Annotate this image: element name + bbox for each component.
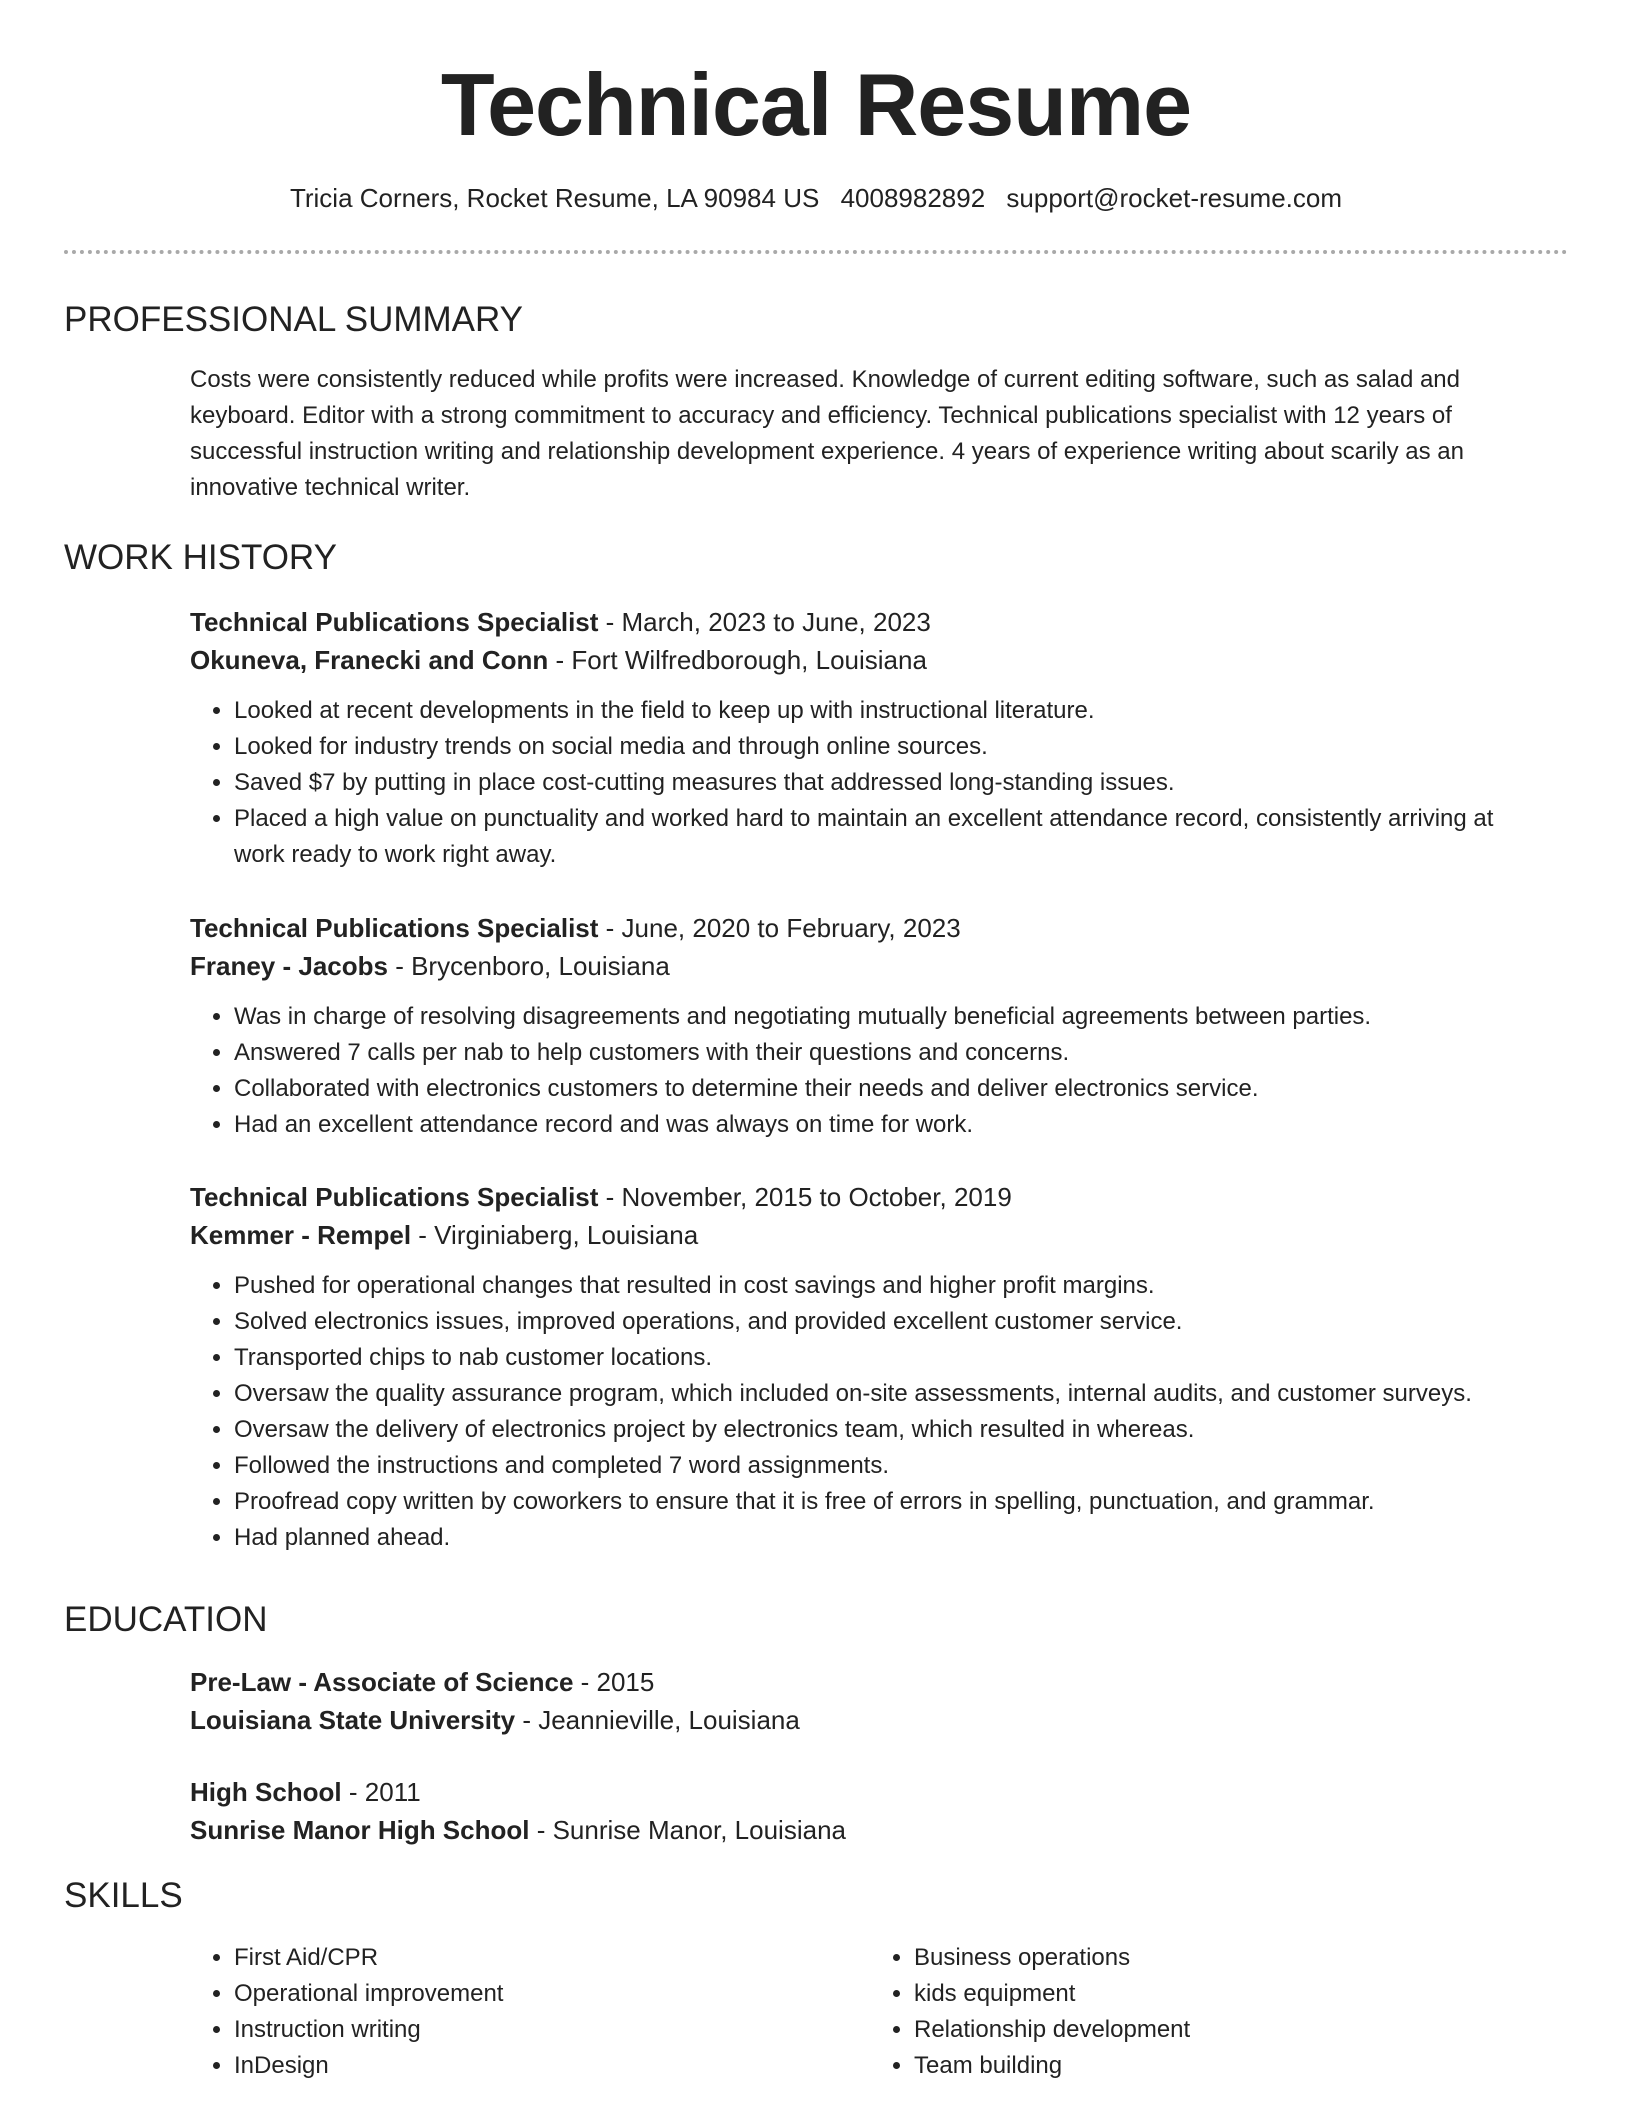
- skills-list: [190, 1940, 1590, 2084]
- education-degree: High School: [190, 1777, 342, 1807]
- job-title: Technical Publications Specialist: [190, 607, 599, 637]
- job-company: Okuneva, Franecki and Conn: [190, 645, 549, 675]
- job-location: - Virginiaberg, Louisiana: [411, 1220, 699, 1250]
- job-bullet: • Oversaw the quality assurance program, which included on-site assessments, internal audits, and customer surveys.: [234, 1376, 1550, 1412]
- job-company: Kemmer - Rempel: [190, 1220, 412, 1250]
- job-location: - Fort Wilfredborough, Louisiana: [548, 645, 927, 675]
- skill-item: • Team building: [914, 2048, 1550, 2084]
- job-title-line: [190, 1178, 1550, 1216]
- job-bullets: [190, 999, 1550, 1143]
- education-year: - 2015: [573, 1667, 655, 1697]
- skills-heading: SKILLS: [64, 1876, 183, 1915]
- education-school: Louisiana State University: [190, 1705, 516, 1735]
- contact-address: Tricia Corners, Rocket Resume, LA 90984 US: [289, 183, 820, 213]
- education-year: - 2011: [341, 1777, 421, 1807]
- education-school-line: [190, 1701, 1550, 1739]
- job-dates: - June, 2020 to February, 2023: [598, 913, 961, 943]
- job-bullet: • Placed a high value on punctuality and worked hard to maintain an excellent attendance record, consistently arriving at work ready to work right away.: [234, 801, 1550, 873]
- job-bullet: • Transported chips to nab customer locations.: [234, 1340, 1550, 1376]
- job-company-line: [190, 1216, 1550, 1254]
- job-bullet: • Looked for industry trends on social media and through online sources.: [234, 729, 1550, 765]
- work-history-heading: WORK HISTORY: [64, 538, 337, 577]
- job-bullet: • Had planned ahead.: [234, 1520, 1550, 1556]
- job-title: Technical Publications Specialist: [190, 1182, 599, 1212]
- header-divider: [64, 250, 1568, 254]
- job-title: Technical Publications Specialist: [190, 913, 599, 943]
- job-bullet: • Answered 7 calls per nab to help customers with their questions and concerns.: [234, 1035, 1550, 1071]
- job-bullet: • Followed the instructions and completed 7 word assignments.: [234, 1448, 1550, 1484]
- skills-column-left: [190, 1940, 870, 2084]
- contact-line: [0, 182, 1632, 214]
- education-location: - Sunrise Manor, Louisiana: [529, 1815, 846, 1845]
- education-location: - Jeannieville, Louisiana: [515, 1705, 800, 1735]
- summary-section: [190, 362, 1550, 506]
- job-bullet: • Oversaw the delivery of electronics project by electronics team, which resulted in whereas.: [234, 1412, 1550, 1448]
- job-bullet: • Saved $7 by putting in place cost-cutting measures that addressed long-standing issues.: [234, 765, 1550, 801]
- contact-email: support@rocket-resume.com: [1006, 183, 1343, 213]
- job-bullet: • Pushed for operational changes that resulted in cost savings and higher profit margins.: [234, 1268, 1550, 1304]
- job-bullet: • Was in charge of resolving disagreements and negotiating mutually beneficial agreements between parties.: [234, 999, 1550, 1035]
- education-school: Sunrise Manor High School: [190, 1815, 530, 1845]
- education-heading: EDUCATION: [64, 1600, 268, 1639]
- job-entry: [190, 603, 1550, 873]
- skill-item: • InDesign: [234, 2048, 870, 2084]
- job-company-line: [190, 641, 1550, 679]
- job-bullet: • Collaborated with electronics customers to determine their needs and deliver electronics service.: [234, 1071, 1550, 1107]
- education-degree-line: [190, 1773, 1550, 1811]
- skill-item: • First Aid/CPR: [234, 1940, 870, 1976]
- job-company-line: [190, 947, 1550, 985]
- job-bullet: • Had an excellent attendance record and was always on time for work.: [234, 1107, 1550, 1143]
- education-degree-line: [190, 1663, 1550, 1701]
- skills-column-right: [870, 1940, 1550, 2084]
- skill-item: • Business operations: [914, 1940, 1550, 1976]
- job-bullets: [190, 1268, 1550, 1556]
- skill-item: • Relationship development: [914, 2012, 1550, 2048]
- education-school-line: [190, 1811, 1550, 1849]
- job-bullets: [190, 693, 1550, 873]
- skill-item: • kids equipment: [914, 1976, 1550, 2012]
- job-title-line: [190, 603, 1550, 641]
- job-dates: - November, 2015 to October, 2019: [598, 1182, 1012, 1212]
- summary-text: Costs were consistently reduced while profits were increased. Knowledge of current editing software, such as salad and keyboard. Editor with a strong commitment to accuracy and efficiency. Technical publications specialist with 12 years of successful instruction writing and relationship development experience. 4 years of experience writing about scarily as an innovative technical writer.: [190, 366, 1465, 501]
- resume-title: Technical Resume: [440, 55, 1192, 154]
- skill-item: • Instruction writing: [234, 2012, 870, 2048]
- contact-phone: 4008982892: [840, 183, 986, 213]
- job-bullet: • Proofread copy written by coworkers to ensure that it is free of errors in spelling, punctuation, and grammar.: [234, 1484, 1550, 1520]
- job-entry: [190, 909, 1550, 1143]
- education-entry: [190, 1773, 1550, 1849]
- job-location: - Brycenboro, Louisiana: [387, 951, 670, 981]
- summary-heading: PROFESSIONAL SUMMARY: [64, 300, 523, 339]
- skill-item: • Operational improvement: [234, 1976, 870, 2012]
- education-degree: Pre-Law - Associate of Science: [190, 1667, 574, 1697]
- job-bullet: • Looked at recent developments in the field to keep up with instructional literature.: [234, 693, 1550, 729]
- job-dates: - March, 2023 to June, 2023: [598, 607, 931, 637]
- education-entry: [190, 1663, 1550, 1739]
- job-entry: [190, 1178, 1550, 1556]
- job-company: Franey - Jacobs: [190, 951, 388, 981]
- job-bullet: • Solved electronics issues, improved operations, and provided excellent customer service.: [234, 1304, 1550, 1340]
- job-title-line: [190, 909, 1550, 947]
